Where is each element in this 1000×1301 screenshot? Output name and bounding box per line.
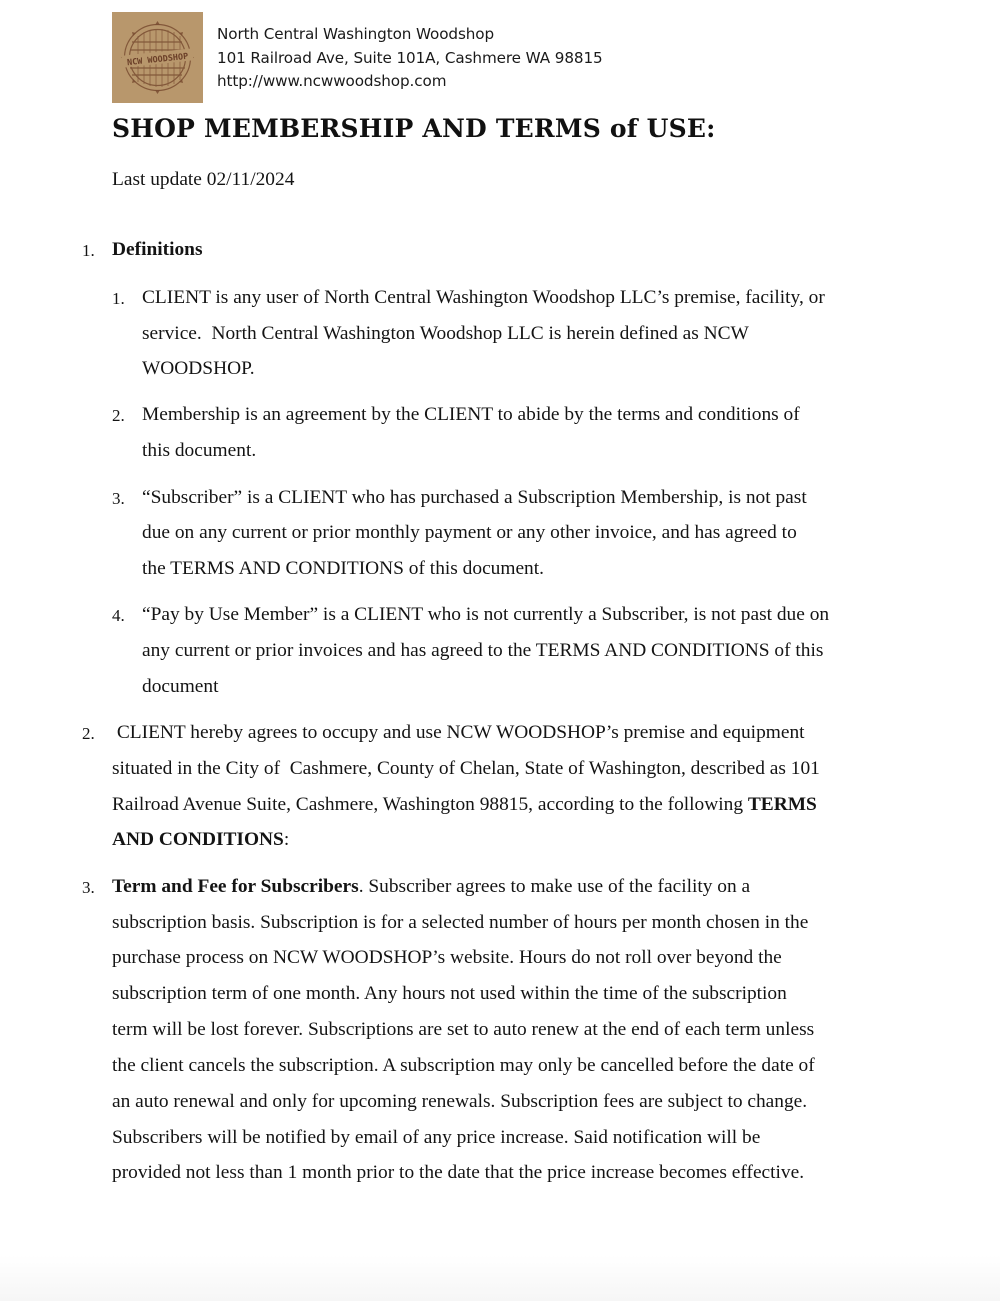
text-line: situated in the City of Cashmere, County of Chelan, State of Washington, described as 101	[112, 758, 820, 779]
text-line: provided not less than 1 month prior to the date that the price increase becomes effective.	[112, 1162, 805, 1183]
text-line: this document.	[142, 440, 257, 461]
text-line: “Pay by Use Member” is a CLIENT who is not currently a Subscriber, is not past due on	[142, 604, 830, 625]
item-number: 3.	[112, 489, 125, 508]
ncw-woodshop-logo	[112, 12, 203, 103]
text-line: subscription term of one month. Any hours not used within the time of the subscription	[112, 983, 787, 1004]
text-line	[112, 875, 750, 899]
text-line: CLIENT hereby agrees to occupy and use NCW WOODSHOP’s premise and equipment	[112, 722, 805, 743]
last-update: Last update 02/11/2024	[112, 169, 295, 190]
text-line: WOODSHOP.	[142, 358, 255, 379]
bold-span: AND CONDITIONS	[112, 829, 284, 850]
section-number: 1.	[82, 241, 95, 260]
org-website[interactable]: http://www.ncwwoodshop.com	[217, 72, 447, 90]
text-line: CLIENT is any user of North Central Washington Woodshop LLC’s premise, facility, or	[142, 287, 825, 308]
page-title: SHOP MEMBERSHIP AND TERMS of USE:	[112, 114, 716, 143]
text-span: . Subscriber agrees to make use of the facility on a	[358, 876, 751, 897]
text-span: :	[283, 829, 290, 850]
text-line: due on any current or prior monthly payment or any other invoice, and has agreed to	[142, 522, 797, 543]
section-number: 3.	[82, 878, 95, 897]
text-line: subscription basis. Subscription is for a selected number of hours per month chosen in the	[112, 912, 809, 933]
org-address: 101 Railroad Ave, Suite 101A, Cashmere WA 98815	[217, 49, 603, 67]
text-line: the TERMS AND CONDITIONS of this document.	[142, 558, 544, 579]
text-line	[112, 828, 289, 852]
text-line: “Subscriber” is a CLIENT who has purchased a Subscription Membership, is not past	[142, 487, 807, 508]
text-line: Subscribers will be notified by email of any price increase. Said notification will be	[112, 1127, 761, 1148]
text-span: Railroad Avenue Suite, Cashmere, Washington 98815, according to the following	[112, 794, 748, 815]
text-line: Membership is an agreement by the CLIENT to abide by the terms and conditions of	[142, 404, 800, 425]
section-heading: Definitions	[112, 239, 203, 260]
text-line: service. North Central Washington Woodshop LLC is herein defined as NCW	[142, 323, 749, 344]
text-line: the client cancels the subscription. A subscription may only be cancelled before the date of	[112, 1055, 815, 1076]
section-heading: Term and Fee for Subscribers	[112, 876, 359, 897]
org-name: North Central Washington Woodshop	[217, 25, 495, 43]
logo-text: NCW WOODSHOP	[126, 51, 189, 69]
saw-blade-logo-icon	[112, 12, 203, 103]
item-number: 2.	[112, 406, 125, 425]
text-line: purchase process on NCW WOODSHOP’s website. Hours do not roll over beyond the	[112, 947, 782, 968]
text-line: an auto renewal and only for upcoming renewals. Subscription fees are subject to change.	[112, 1091, 808, 1112]
text-line: term will be lost forever. Subscriptions are set to auto renew at the end of each term unless	[112, 1019, 815, 1040]
text-line	[112, 793, 817, 817]
item-number: 1.	[112, 289, 125, 308]
text-line: any current or prior invoices and has agreed to the TERMS AND CONDITIONS of this	[142, 640, 824, 661]
item-number: 4.	[112, 606, 125, 625]
bold-span: TERMS	[747, 794, 817, 815]
section-number: 2.	[82, 724, 95, 743]
text-line: document	[142, 676, 219, 697]
